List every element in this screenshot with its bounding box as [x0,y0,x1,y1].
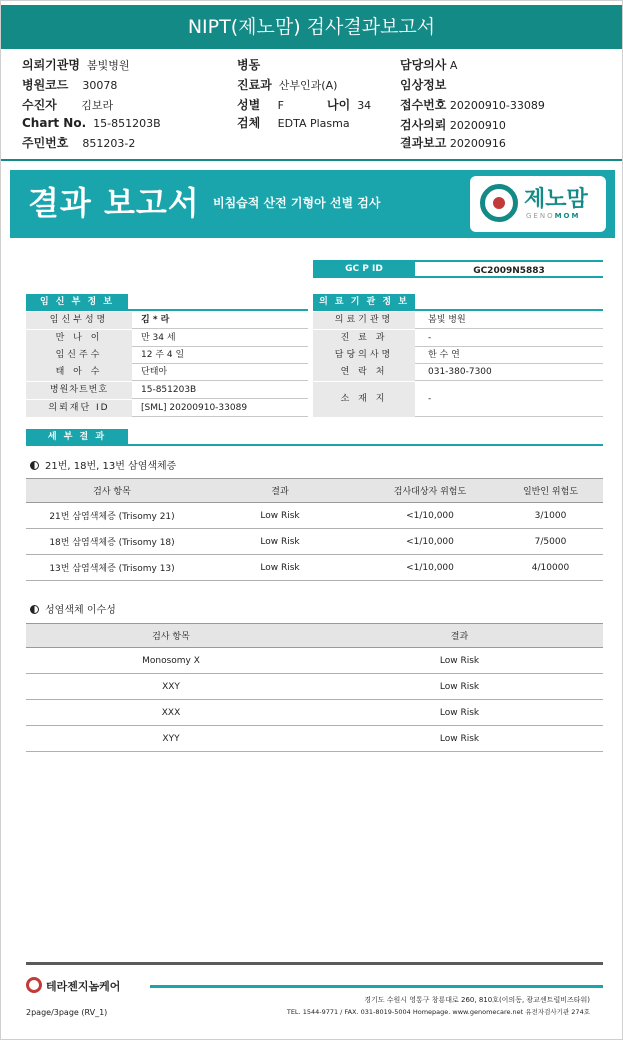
company-contact: TEL. 1544-9771 / FAX. 031-8019-5004 Homepage. www.genomecare.net 유전자검사기관 274호 [286,1008,590,1016]
company-logo: 테라젠지놈케어 [26,977,120,994]
pregnant-row: 병원차트번호 15-851203B [26,382,308,399]
header-clinical-info: 임상정보 [400,78,447,92]
trisomy-heading: 21번, 18번, 13번 삼염색체증 [30,457,176,472]
details-title: 세 부 결 과 [26,429,128,445]
header-client-name: 의뢰기관명 봄빛병원 [22,58,130,72]
header-age: 나이 34 [327,98,372,112]
institution-row: 의료기관명 봄빛 병원 [313,312,603,329]
header-request-date: 검사의뢰 20200910 [400,118,506,132]
footer-accent-line [150,985,603,988]
gcp-id-label: GC P ID [313,260,415,278]
company-g-icon [26,977,42,993]
header-specimen: 검체 EDTA Plasma [237,116,350,130]
header-resident-no: 주민번호 851203-2 [22,136,136,150]
gcp-id-value: GC2009N5883 [415,260,603,278]
header-ward: 병동 [237,58,261,72]
institution-row: 연 락 처 031-380-7300 [313,364,603,381]
logo-english: GENOMOM [526,212,581,220]
sex-chromosome-heading: 성염색체 이수성 [30,601,116,616]
header-doctor: 담당의사 A [400,58,458,72]
pregnant-row: 의뢰재단 ID [SML] 20200910-33089 [26,400,308,417]
table-row: XXX Low Risk [26,700,603,726]
table-row: XYY Low Risk [26,726,603,752]
header-receipt-no: 접수번호 20200910-33089 [400,98,545,112]
banner-title: 결과 보고서 [28,184,200,222]
institution-info-title: 의 료 기 관 정 보 [313,294,415,310]
company-address: 경기도 수원시 영통구 창룡대로 260, 810호(이의동, 광교센트럴비즈타워) [364,996,590,1004]
logo-name: 제노맘 [524,187,588,212]
sex-header-row: 검사 항목 결과 [26,624,603,648]
table-row: 13번 삼염색체증 (Trisomy 13) Low Risk <1/10,000 4/10000 [26,555,603,581]
institution-row: 소 재 지 - [313,382,603,417]
banner-subtitle: 비침습적 산전 기형아 선별 검사 [213,196,381,210]
pregnant-info-line [26,309,308,311]
result-banner [10,170,615,238]
pregnant-row: 만 나 이 만 34 세 [26,330,308,347]
trisomy-header-row: 검사 항목 결과 검사대상자 위험도 일반인 위험도 [26,479,603,503]
institution-info-line [313,309,603,311]
header-divider [1,159,622,161]
half-circle-icon [30,605,39,614]
trisomy-table [26,478,603,581]
footer-divider [26,962,603,965]
header-chart-no: Chart No. 15-851203B [22,116,161,130]
table-row: 18번 삼염색체증 (Trisomy 18) Low Risk <1/10,000 7/5000 [26,529,603,555]
table-row: XXY Low Risk [26,674,603,700]
pregnant-row: 임신주수 12 주 4 일 [26,347,308,364]
institution-row: 진 료 과 - [313,330,603,347]
pregnant-info-title: 임 신 부 정 보 [26,294,128,310]
half-circle-icon [30,461,39,470]
genomom-logo [470,176,606,232]
report-title: NIPT(제노맘) 검사결과보고서 [1,5,622,49]
page-number: 2page/3page (RV_1) [26,1008,108,1017]
logo-emblem-icon [480,184,518,222]
sex-chromosome-table [26,623,603,752]
details-line [26,444,603,446]
header-department: 진료과 산부인과(A) [237,78,338,92]
header-report-date: 결과보고 20200916 [400,136,506,150]
table-row: Monosomy X Low Risk [26,648,603,674]
pregnant-row: 임신부성명 김 * 라 [26,312,308,329]
header-hospital-code: 병원코드 30078 [22,78,118,92]
header-sex: 성별 F [237,98,284,112]
table-row: 21번 삼염색체증 (Trisomy 21) Low Risk <1/10,000 3/1000 [26,503,603,529]
institution-row: 담당의사명 한 수 연 [313,347,603,364]
pregnant-row: 태 아 수 단태아 [26,364,308,381]
header-patient: 수진자 김보라 [22,98,114,112]
